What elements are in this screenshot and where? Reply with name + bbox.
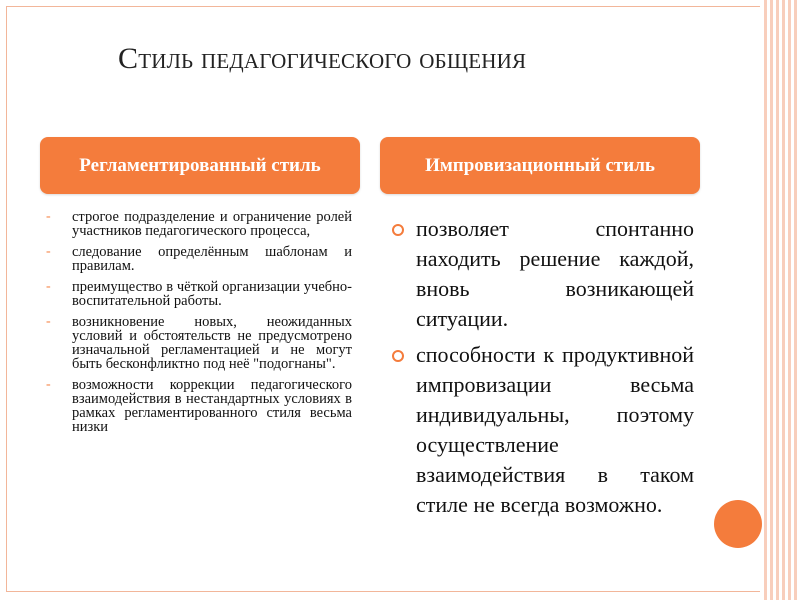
list-item [46, 245, 352, 273]
list-item-text: преимущество в чёткой организации учебно-воспитательной работы. [72, 279, 352, 309]
list-item [46, 315, 352, 371]
dash-bullet-icon: - [46, 314, 51, 329]
list-item-text: позволяет спонтанно находить решение каждой, вновь возникающей ситуации. [416, 216, 694, 331]
dash-bullet-icon: - [46, 244, 51, 259]
list-item-text: возникновение новых, неожиданных условий и обстоятельств не предусмотрено изначальной регламентацией и не могут быть бесконфликтно под неё "подогнаны". [72, 314, 352, 372]
regulated-style-header [40, 137, 360, 194]
improvisational-style-header-label: Импровизационный стиль [425, 154, 655, 176]
improvisational-style-list [392, 214, 694, 526]
dash-bullet-icon: - [46, 377, 51, 392]
improvisational-style-header [380, 137, 700, 194]
list-item-text: следование определённым шаблонам и правилам. [72, 244, 352, 274]
decorative-circle [714, 500, 762, 548]
list-item-text: возможности коррекции педагогического взаимодействия в нестандартных условиях в рамках регламентированного стиля весьма низки [72, 377, 352, 435]
list-item [46, 210, 352, 238]
list-item [46, 280, 352, 308]
regulated-style-list [46, 210, 352, 441]
dash-bullet-icon: - [46, 209, 51, 224]
list-item [392, 340, 694, 520]
decorative-stripes [764, 0, 800, 600]
circle-bullet-icon [392, 350, 404, 362]
slide-title: Стиль педагогического общения [118, 42, 527, 75]
regulated-style-header-label: Регламентированный стиль [79, 154, 321, 176]
list-item-text: строгое подразделение и ограничение ролей участников педагогического процесса, [72, 209, 352, 239]
circle-bullet-icon [392, 224, 404, 236]
list-item [46, 378, 352, 434]
dash-bullet-icon: - [46, 279, 51, 294]
list-item [392, 214, 694, 334]
list-item-text: способности к продуктивной импровизации весьма индивидуальны, поэтому осуществление взаимодействия в таком стиле не всегда возможно. [416, 342, 694, 517]
